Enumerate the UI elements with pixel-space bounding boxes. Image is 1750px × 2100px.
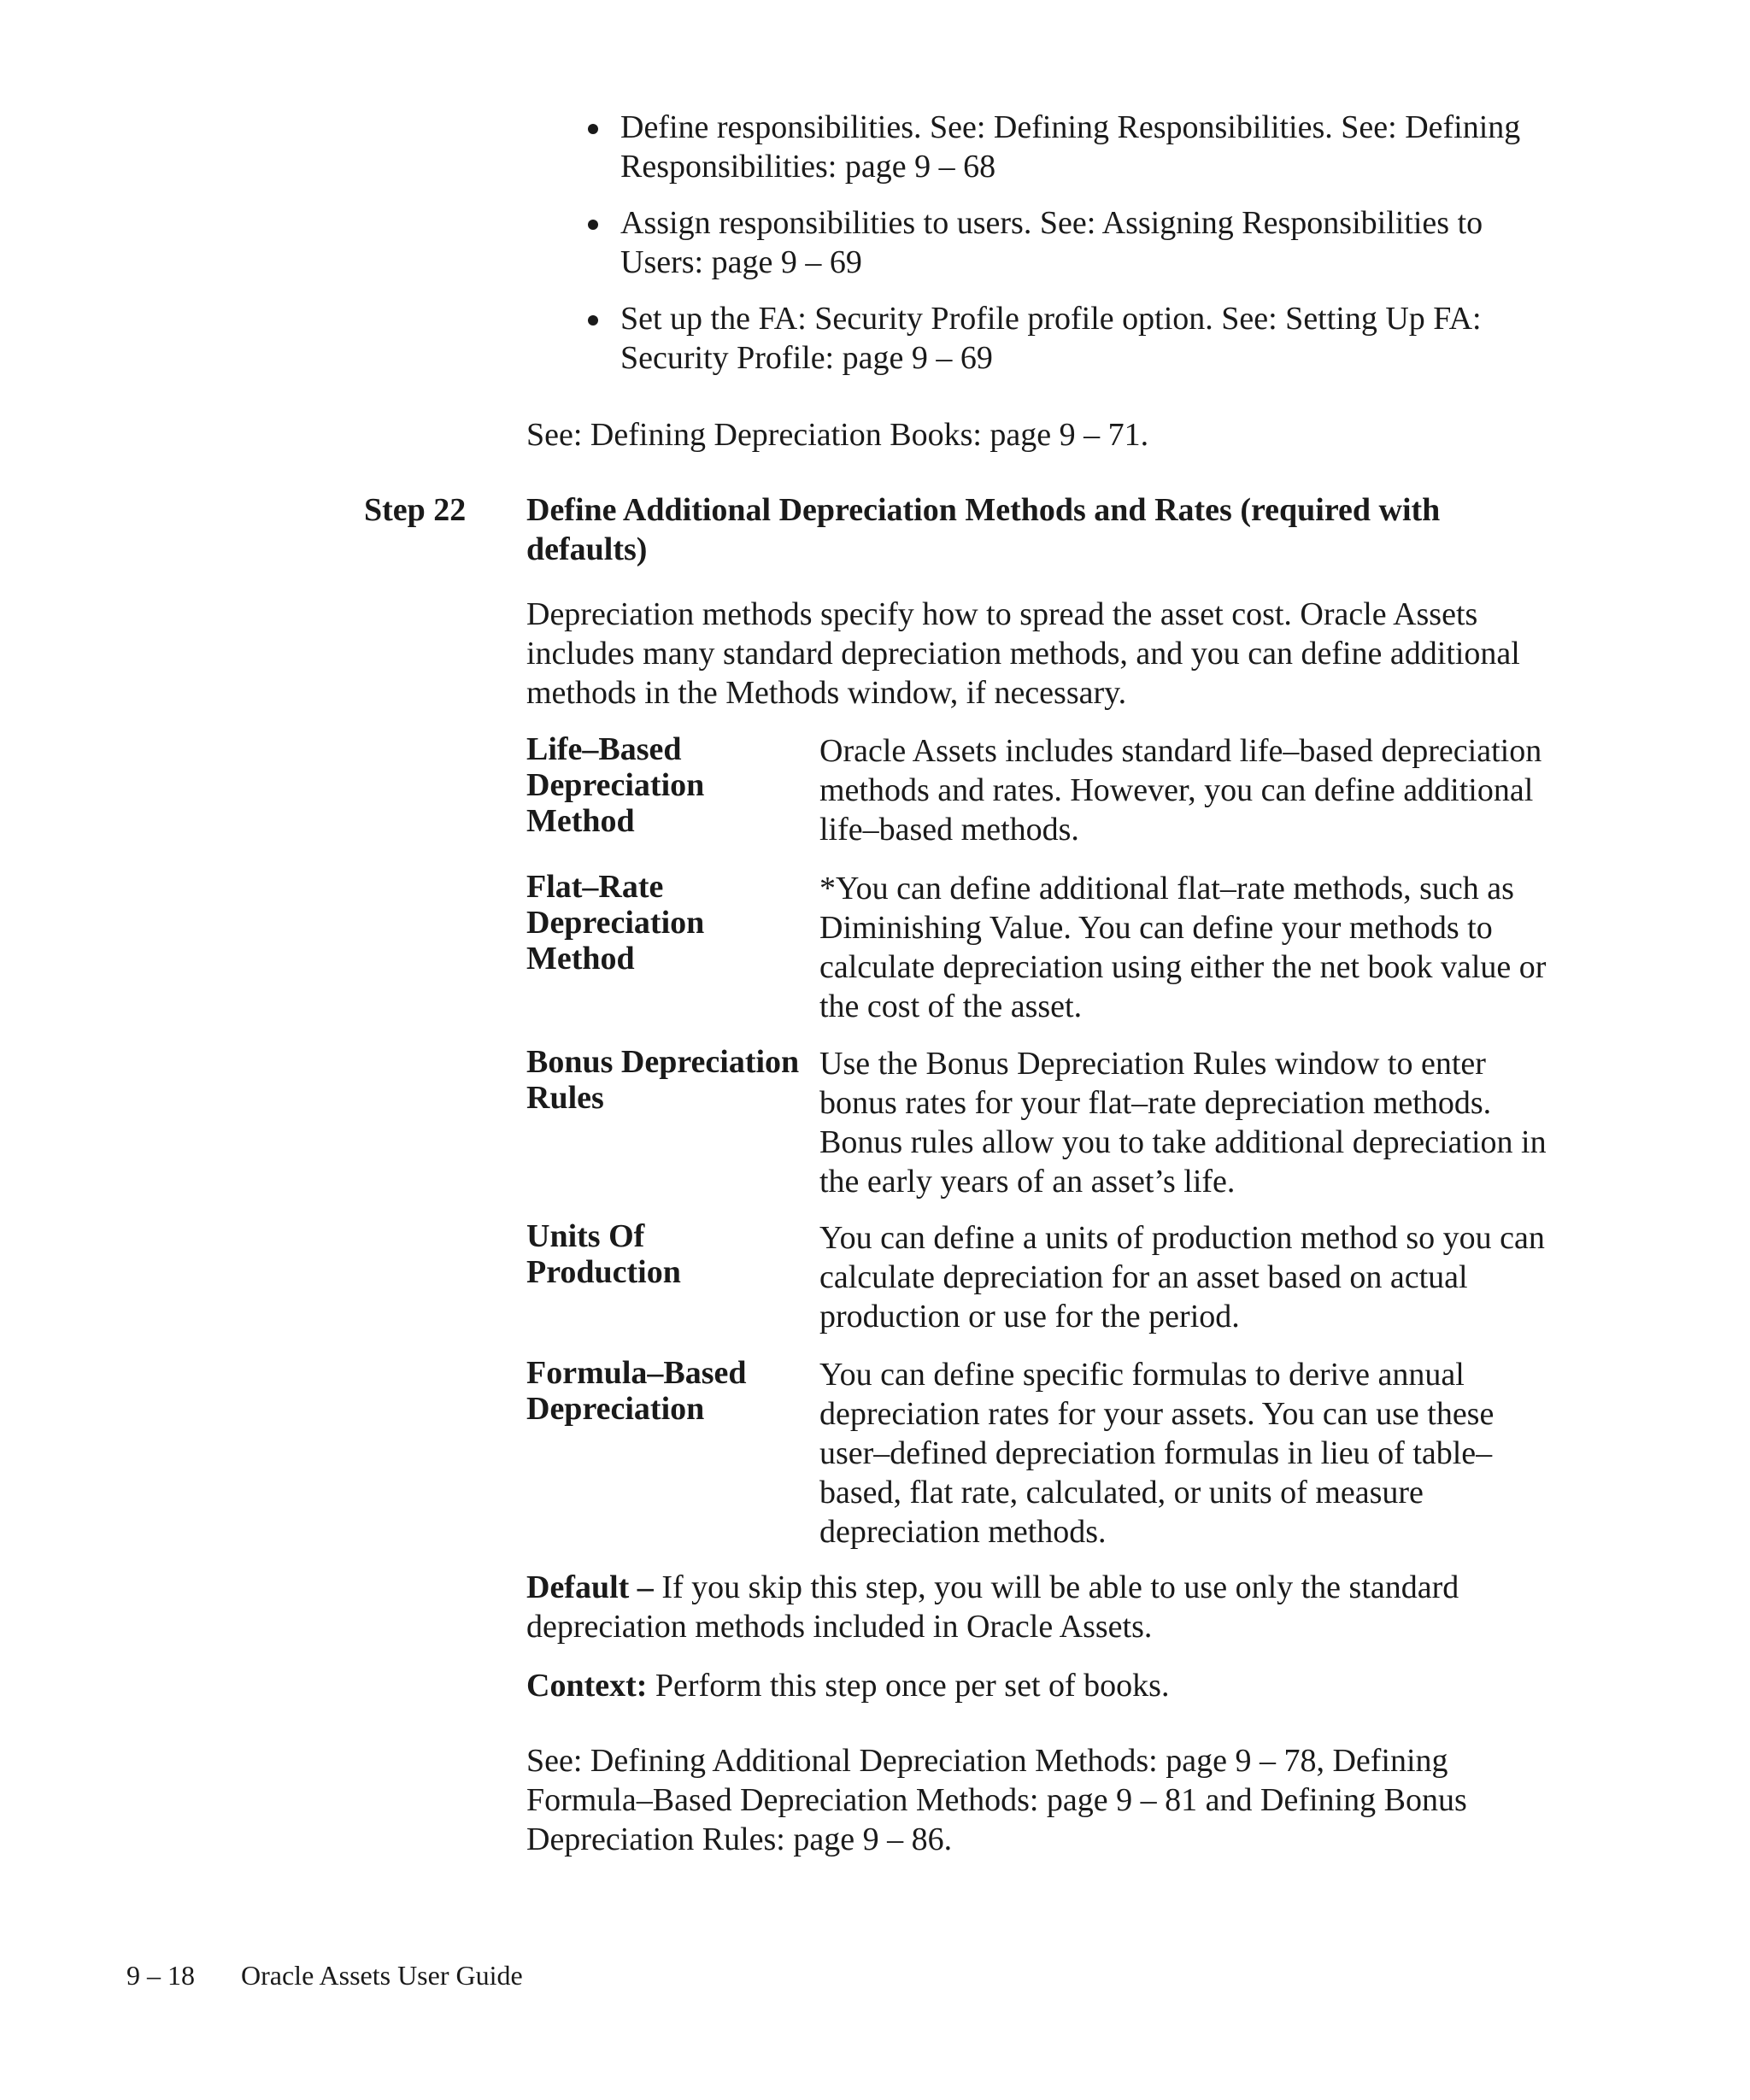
bullet-text: Set up the FA: Security Profile profile option. See: Setting Up FA: Security Profile: page 9 – 69 [620, 301, 1482, 376]
definition-description: Oracle Assets includes standard life–based depreciation methods and rates. However, you can define additional life–based methods. [819, 733, 1542, 848]
bullet-dot-icon [588, 220, 598, 230]
context-note [526, 1666, 1565, 1705]
definition-description: You can define a units of production method so you can calculate depreciation for an asset based on actual production or use for the period. [819, 1220, 1545, 1334]
default-text: If you skip this step, you will be able to use only the standard depreciation methods included in Oracle Assets. [526, 1569, 1459, 1645]
page-footer [126, 1958, 523, 1992]
see-books-reference: See: Defining Depreciation Books: page 9 – 71. [526, 417, 1149, 453]
definition-description: *You can define additional flat–rate methods, such as Diminishing Value. You can define your methods to calculate depreciation using either the net book value or the cost of the asset. [819, 871, 1547, 1024]
definition-term: Flat–Rate Depreciation Method [526, 869, 705, 977]
book-title: Oracle Assets User Guide [241, 1960, 523, 1991]
bullet-text: Define responsibilities. See: Defining Responsibilities. See: Defining Responsibilities: page 9 – 68 [620, 109, 1521, 185]
bullet-text: Assign responsibilities to users. See: Assigning Responsibilities to Users: page 9 – 69 [620, 205, 1483, 280]
definition-term: Units Of Production [526, 1218, 681, 1290]
bullet-dot-icon [588, 124, 598, 134]
bullet-item [526, 203, 1565, 282]
definition-description: Use the Bonus Depreciation Rules window to enter bonus rates for your flat–rate depreciation methods. Bonus rules allow you to take additional depreciation in the early years of an asset’s life. [819, 1046, 1547, 1200]
step-label: Step 22 [364, 492, 467, 528]
step-title: Define Additional Depreciation Methods and Rates (required with defaults) [526, 492, 1441, 567]
page-number: 9 – 18 [126, 1960, 195, 1991]
default-label: Default – [526, 1569, 654, 1605]
bullet-item [526, 108, 1565, 186]
definition-description: You can define specific formulas to derive annual depreciation rates for your assets. You can use these user–defined depreciation formulas in lieu of table–based, flat rate, calculated, or units of measure depreciation methods. [819, 1357, 1495, 1550]
bullet-dot-icon [588, 315, 598, 326]
default-note [526, 1568, 1565, 1646]
bullet-list [526, 108, 1565, 395]
definition-term: Life–Based Depreciation Method [526, 731, 705, 839]
see-methods-reference: See: Defining Additional Depreciation Methods: page 9 – 78, Defining Formula–Based Depreciation Methods: page 9 – 81 and Defining Bonus Depreciation Rules: page 9 – 86. [526, 1743, 1467, 1857]
bullet-item [526, 299, 1565, 378]
context-label: Context: [526, 1668, 648, 1704]
intro-paragraph: Depreciation methods specify how to spread the asset cost. Oracle Assets includes many standard depreciation methods, and you can define additional methods in the Methods window, if necessary. [526, 596, 1520, 711]
definition-term: Formula–Based Depreciation [526, 1355, 747, 1427]
definition-term: Bonus Depreciation Rules [526, 1044, 800, 1116]
context-text: Perform this step once per set of books. [647, 1668, 1170, 1704]
